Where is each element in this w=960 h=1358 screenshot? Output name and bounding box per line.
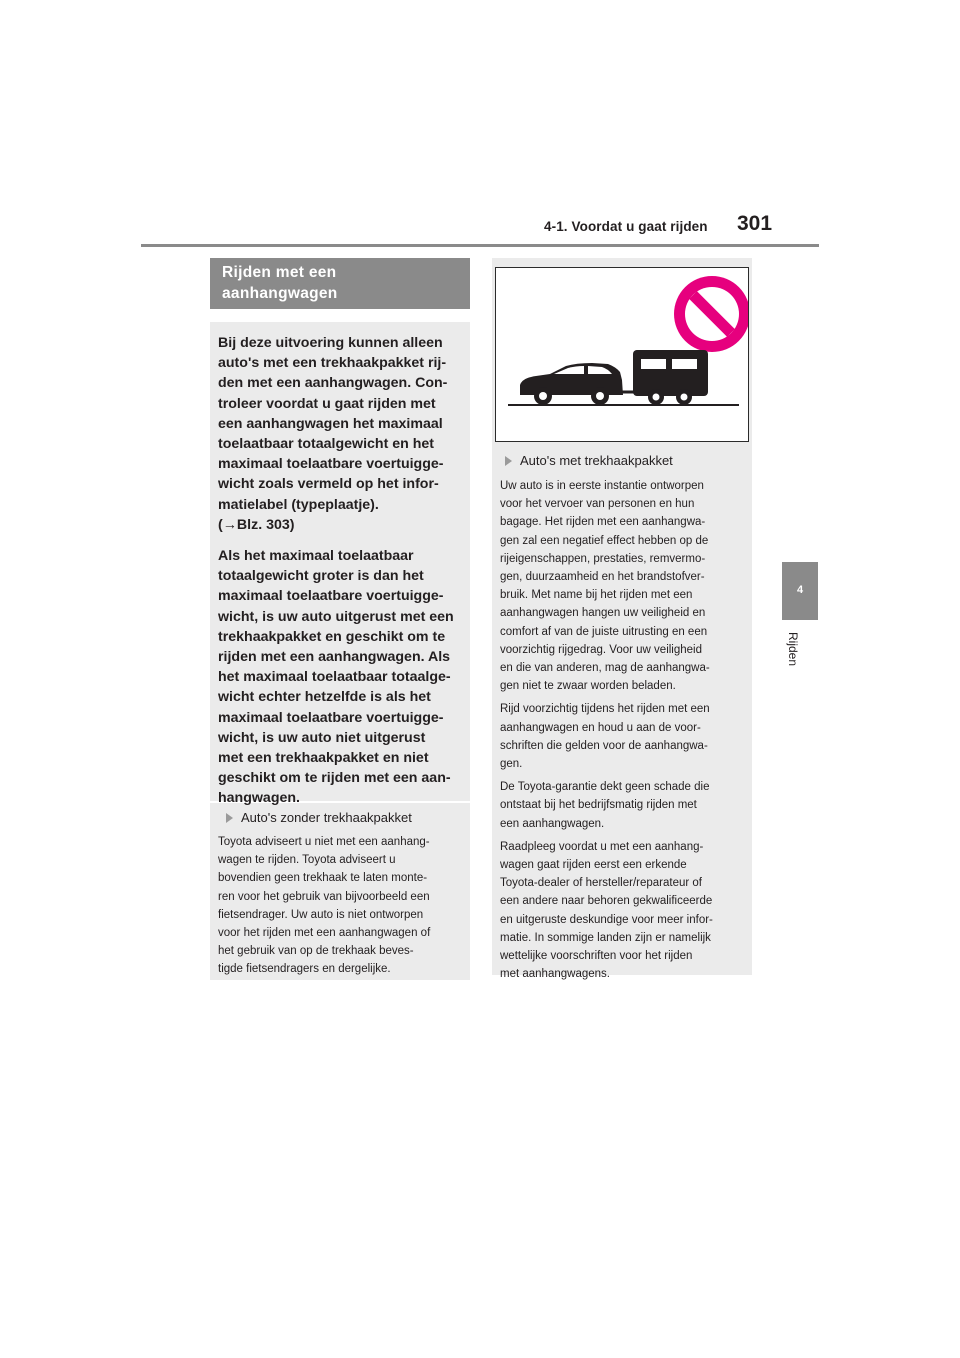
intro-paragraph-2 — [218, 546, 462, 809]
car-icon — [520, 363, 623, 405]
with-hitch-section — [495, 442, 749, 983]
text-line: geschikt om te rijden met een aan- — [218, 770, 451, 787]
illustration-svg — [496, 268, 748, 441]
text-line: aanhangwagen hangen uw veiligheid en — [500, 607, 706, 620]
text-line: wagen te rijden. Toyota adviseert u — [218, 854, 396, 867]
right-column — [492, 258, 752, 981]
caravan-icon — [633, 350, 708, 405]
text-line: matielabel (typeplaatje). — [218, 496, 379, 513]
without-hitch-box — [210, 803, 470, 980]
text-line: een aanhangwagen. — [500, 817, 605, 830]
text-line: schriften die gelden voor de aanhangwa- — [500, 739, 708, 752]
with-hitch-paragraph-4 — [500, 838, 744, 984]
left-column — [210, 258, 470, 980]
section-title — [210, 258, 470, 309]
page-header — [0, 0, 960, 250]
text-line: ontstaat bij het bedrijfsmatig rijden met — [500, 799, 697, 812]
without-hitch-paragraph — [218, 833, 462, 979]
text-line: troleer voordat u gaat rijden met — [218, 395, 436, 412]
without-hitch-heading — [218, 809, 462, 827]
text-line: comfort af van de juiste uitrusting en een — [500, 625, 708, 638]
text-line: voorzichtig rijgedrag. Voor uw veiligheid — [500, 643, 702, 656]
side-tab-number: 4 — [796, 584, 804, 596]
text-line: wettelijke voorschriften voor het rijden — [500, 950, 693, 963]
with-hitch-paragraph-2 — [500, 700, 744, 773]
text-line: Toyota-dealer of hersteller/reparateur of — [500, 877, 702, 890]
section-title-line: Rijden met een — [222, 264, 337, 281]
heading-text: Auto's zonder trekhaakpakket — [241, 810, 412, 825]
text-line: het maximaal toelaatbaar totaalge- — [218, 669, 451, 686]
text-line: ren voor het gebruik van bijvoorbeeld een — [218, 890, 430, 903]
text-line: gen, duurzaamheid en het brandstofver- — [500, 571, 705, 584]
text-line: voor het vervoer van personen en hun — [500, 498, 695, 511]
text-line: aanhangwagen en houd u aan de voor- — [500, 721, 701, 734]
triangle-bullet-icon — [226, 813, 233, 823]
triangle-bullet-icon — [505, 456, 512, 466]
text-line: Als het maximaal toelaatbaar — [218, 548, 414, 565]
text-line: en uitgeruste deskundige voor meer infor- — [500, 913, 713, 926]
page-reference: (→Blz. 303) — [218, 516, 295, 533]
text-line: een andere naar behoren gekwalificeerde — [500, 895, 713, 908]
towing-prohibited-illustration — [495, 267, 749, 442]
text-line: trekhaakpakket en geschikt om te — [218, 628, 446, 645]
text-line: Toyota adviseert u niet met een aanhang- — [218, 836, 430, 848]
text-line: gen niet te zwaar worden beladen. — [500, 680, 676, 693]
text-line: den met een aanhangwagen. Con- — [218, 375, 448, 392]
chapter-label: 4-1. Voordat u gaat rijden — [544, 219, 708, 234]
text-line: hangwagen. — [218, 790, 300, 807]
text-line: wagen gaat rijden eerst een erkende — [500, 859, 687, 872]
text-line: rijden met een aanhangwagen. Als — [218, 649, 451, 666]
text-line: Bij deze uitvoering kunnen alleen — [218, 335, 443, 351]
text-line: Uw auto is in eerste instantie ontworpen — [500, 480, 704, 492]
text-line: voor het rijden met een aanhangwagen of — [218, 927, 431, 940]
section-title-line: aanhangwagen — [222, 285, 338, 302]
intro-paragraph-1 — [218, 333, 462, 535]
text-line: een aanhangwagen het maximaal — [218, 415, 443, 432]
with-hitch-heading — [497, 452, 744, 470]
text-line: fietsendrager. Uw auto is niet ontworpen — [218, 908, 424, 921]
text-line: met een trekhaakpakket en niet — [218, 750, 429, 767]
text-line: auto's met een trekhaakpakket rij- — [218, 355, 447, 372]
chapter-side-tab — [782, 562, 818, 620]
prohibition-icon — [674, 276, 748, 352]
text-line: bruik. Met name bij het rijden met een — [500, 589, 693, 602]
header-rule — [141, 244, 819, 247]
intro-box — [210, 322, 470, 807]
text-line: en die van anderen, mag de aanhangwa- — [500, 662, 710, 675]
text-line: maximaal toelaatbare voertuigge- — [218, 588, 444, 605]
page-number: 301 — [737, 212, 773, 235]
text-line: gen. — [500, 758, 523, 771]
text-line: wicht echter hetzelfde is als het — [218, 689, 431, 706]
text-line: totaalgewicht groter is dan het — [218, 568, 424, 585]
text-line: bovendien geen trekhaak te laten monte- — [218, 872, 428, 885]
text-line: met aanhangwagens. — [500, 968, 610, 981]
text-line: matie. In sommige landen zijn er namelijk — [500, 931, 711, 944]
text-line: tigde fietsendragers en dergelijke. — [218, 963, 391, 976]
text-line: Rijd voorzichtig tijdens het rijden met een — [500, 703, 710, 716]
text-line: toelaatbaar totaalgewicht en het — [218, 436, 435, 453]
heading-text: Auto's met trekhaakpakket — [520, 453, 673, 468]
text-line: rijeigenschappen, prestaties, remvermo- — [500, 552, 706, 565]
text-line: Raadpleeg voordat u met een aanhang- — [500, 840, 704, 853]
text-line: bagage. Het rijden met een aanhangwa- — [500, 516, 706, 529]
text-line: maximaal toelaatbare voertuigge- — [218, 456, 444, 473]
text-line: gen zal een negatief effect hebben op de — [500, 534, 709, 547]
text-line: wicht zoals vermeld op het infor- — [218, 476, 439, 493]
text-line: De Toyota-garantie dekt geen schade die — [500, 781, 710, 794]
text-line: wicht, is uw auto niet uitgerust — [218, 729, 426, 746]
text-line: wicht, is uw auto uitgerust met een — [218, 608, 454, 625]
text-line: het gebruik van op de trekhaak beves- — [218, 945, 414, 958]
with-hitch-paragraph-1 — [500, 477, 744, 695]
side-tab-label: Rijden — [786, 632, 800, 667]
text-line: maximaal toelaatbare voertuigge- — [218, 709, 444, 726]
with-hitch-paragraph-3 — [500, 778, 744, 833]
